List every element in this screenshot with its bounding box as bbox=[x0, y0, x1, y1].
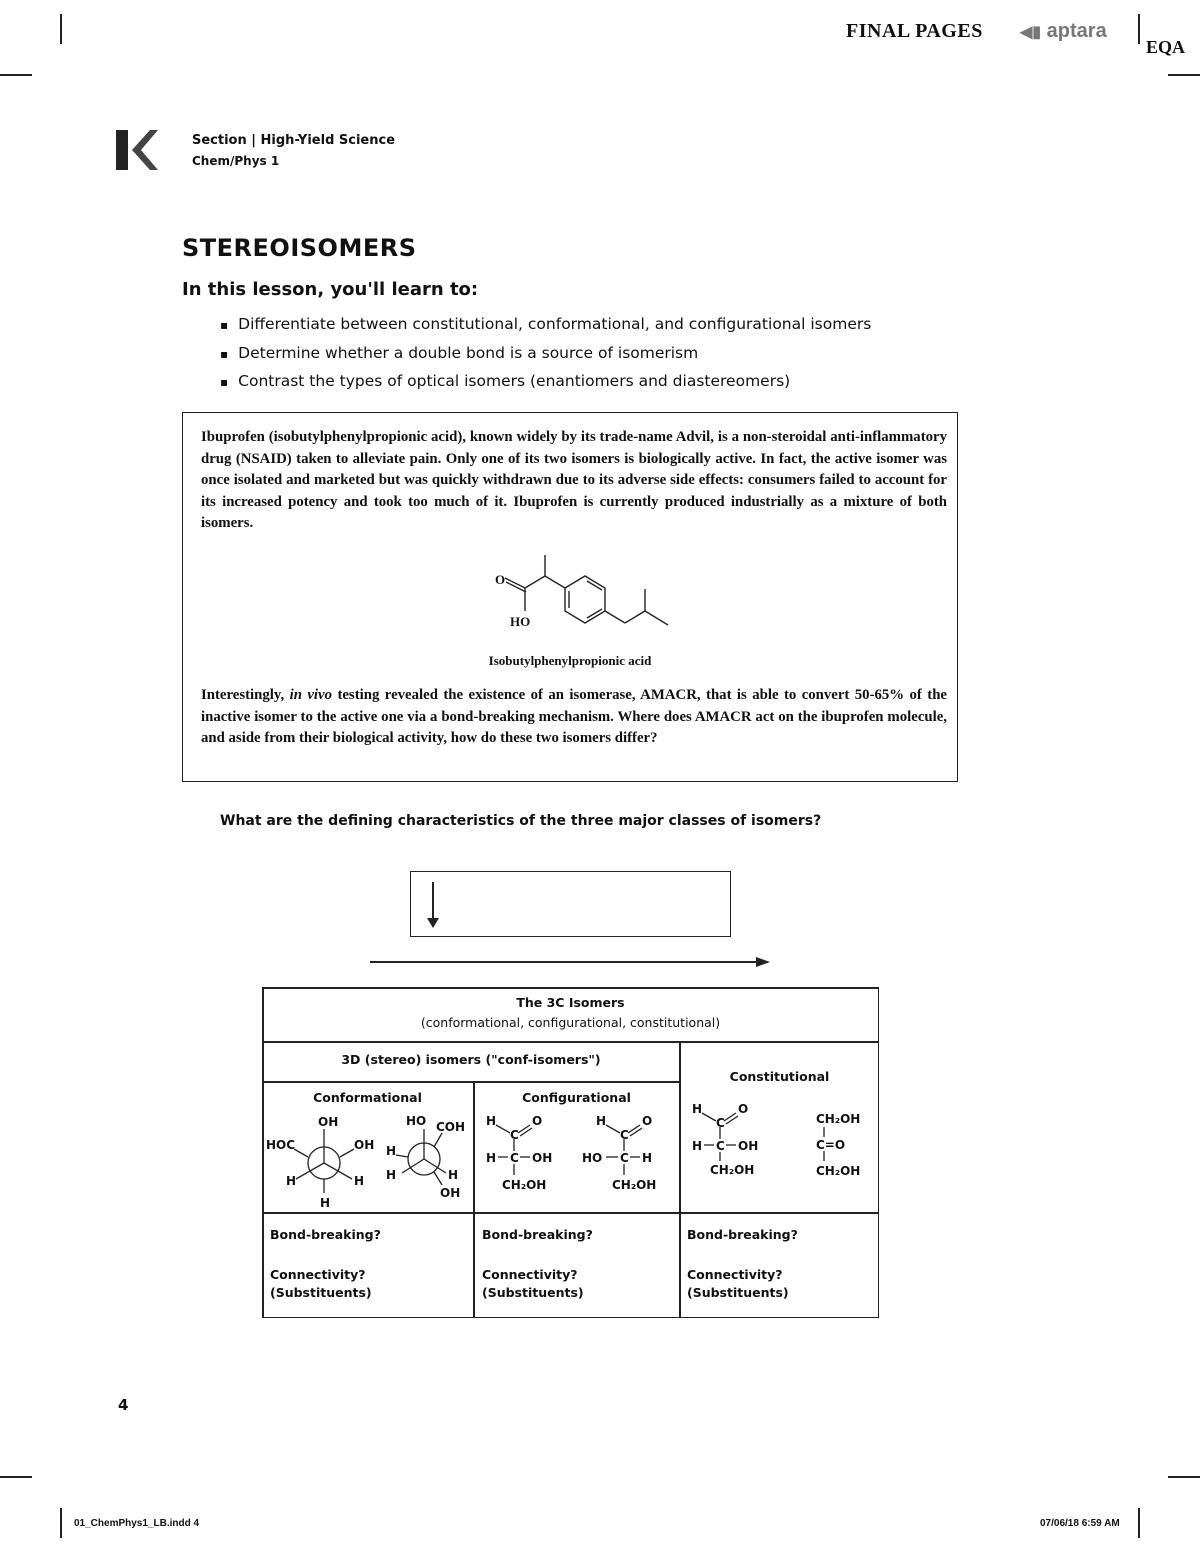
footer-file: 01_ChemPhys1_LB.indd 4 bbox=[74, 1518, 200, 1529]
dihydroxyacetone-top: CH₂OH bbox=[816, 1112, 861, 1126]
glyceraldehyde-center: C bbox=[716, 1139, 725, 1153]
section-label: Section | High-Yield Science bbox=[192, 133, 396, 148]
crop-mark bbox=[0, 74, 32, 76]
fischer-1-carbonyl-c: C bbox=[510, 1128, 519, 1142]
intro-box bbox=[182, 412, 958, 782]
newman-1-left: HOC bbox=[266, 1138, 296, 1152]
aptara-logo bbox=[1020, 20, 1107, 43]
intro-paragraph-2 bbox=[201, 685, 947, 750]
newman-2-left-lower: H bbox=[386, 1168, 397, 1182]
fischer-1-aldehyde-h: H bbox=[486, 1114, 497, 1128]
dihydroxyacetone-structure bbox=[810, 1107, 876, 1187]
intro-paragraph: Ibuprofen (isobutylphenylpropionic acid), known widely by its trade-name Advil, is a non-steroidal anti-inflammatory drug (NSAID) taken to alleviate pain. Only one of its two isomers is biologically active. In fact, the active isomer was once isolated and marketed but was quickly withdrawn due to its adverse side effects: consumers failed to account for its increased potency and took too much of it. Ibuprofen is currently produced industrially as a mixture of both isomers. bbox=[201, 429, 947, 532]
ibuprofen-structure bbox=[463, 553, 683, 653]
subsection-label: Chem/Phys 1 bbox=[192, 154, 280, 168]
conformational-bond-breaking: Bond-breaking? bbox=[270, 1227, 381, 1242]
fischer-projection-2 bbox=[580, 1109, 676, 1199]
newman-projection-staggered bbox=[266, 1107, 374, 1211]
crop-mark bbox=[1138, 14, 1140, 44]
right-arrow-icon bbox=[370, 953, 772, 971]
fischer-2-right: H bbox=[642, 1151, 653, 1165]
table-subtitle: (conformational, configurational, constitutional) bbox=[420, 1015, 721, 1030]
newman-2-top-left: HO bbox=[406, 1114, 427, 1128]
isomer-table bbox=[262, 987, 879, 1318]
crop-mark bbox=[1168, 74, 1200, 76]
configurational-substituents: (Substituents) bbox=[482, 1285, 584, 1300]
molecule-caption: Isobutylphenylpropionic acid bbox=[488, 653, 652, 668]
dihydroxyacetone-bottom: CH₂OH bbox=[816, 1164, 861, 1178]
table-title: The 3C Isomers bbox=[516, 995, 625, 1010]
crop-mark bbox=[0, 1476, 32, 1478]
configurational-header: Configurational bbox=[522, 1090, 631, 1105]
fischer-2-left: HO bbox=[582, 1151, 603, 1165]
newman-2-lower-right: H bbox=[448, 1168, 459, 1182]
newman-projection-eclipsed bbox=[372, 1107, 472, 1211]
configurational-connectivity: Connectivity? bbox=[482, 1267, 578, 1282]
newman-2-left-upper: H bbox=[386, 1144, 397, 1158]
fischer-projection-1 bbox=[484, 1109, 574, 1199]
glyceraldehyde-aldehyde-h: H bbox=[692, 1102, 703, 1116]
newman-1-lower-right: H bbox=[354, 1174, 365, 1188]
objective-item: ▪ Contrast the types of optical isomers (enantiomers and diastereomers) bbox=[220, 371, 871, 400]
page-number: 4 bbox=[118, 1396, 129, 1414]
crop-mark bbox=[60, 1508, 62, 1538]
glyceraldehyde-bottom: CH₂OH bbox=[710, 1163, 755, 1177]
lesson-title: STEREOISOMERS bbox=[182, 234, 417, 262]
learn-heading: In this lesson, you'll learn to: bbox=[182, 279, 479, 300]
paragraph-text: Interestingly, bbox=[201, 687, 290, 703]
newman-1-lower-left: H bbox=[286, 1174, 297, 1188]
in-vivo-term: in vivo bbox=[289, 687, 333, 703]
fischer-2-carbonyl-c: C bbox=[620, 1128, 629, 1142]
newman-2-bottom-right: OH bbox=[440, 1186, 461, 1200]
fischer-1-left: H bbox=[486, 1151, 497, 1165]
aptara-logo-text: aptara bbox=[1046, 20, 1107, 42]
fischer-2-center: C bbox=[620, 1151, 629, 1165]
fischer-1-aldehyde-o: O bbox=[532, 1114, 543, 1128]
configurational-bond-breaking: Bond-breaking? bbox=[482, 1227, 593, 1242]
crop-mark bbox=[1168, 1476, 1200, 1478]
glyceraldehyde-right: OH bbox=[738, 1139, 759, 1153]
stereo-isomers-header: 3D (stereo) isomers ("conf-isomers") bbox=[341, 1052, 601, 1067]
newman-1-top: OH bbox=[318, 1115, 339, 1129]
k-logo-icon bbox=[114, 128, 158, 172]
fischer-2-bottom: CH₂OH bbox=[612, 1178, 657, 1192]
answer-box[interactable] bbox=[410, 871, 731, 937]
newman-2-top-right: COH bbox=[436, 1120, 466, 1134]
molecule-hydroxyl-label: HO bbox=[510, 614, 531, 629]
eqa-label: EQA bbox=[1146, 37, 1186, 57]
newman-1-bottom: H bbox=[320, 1196, 331, 1210]
paragraph-text: testing revealed the existence of an isomerase, AMACR, that is able to convert 50-65% of the inactive isomer to the active one via a bond-breaking mechanism. Where does AMACR act on the ibuprofen molecule, and aside from their biological activity, how do these two isomers differ? bbox=[201, 687, 948, 747]
guiding-question: What are the defining characteristics of the three major classes of isomers? bbox=[220, 813, 822, 829]
crop-mark bbox=[60, 14, 62, 44]
footer-timestamp: 07/06/18 6:59 AM bbox=[1040, 1518, 1120, 1529]
constitutional-header: Constitutional bbox=[729, 1069, 830, 1084]
fischer-1-bottom: CH₂OH bbox=[502, 1178, 547, 1192]
down-arrow-icon bbox=[423, 880, 443, 930]
glyceraldehyde-aldehyde-o: O bbox=[738, 1102, 749, 1116]
constitutional-bond-breaking: Bond-breaking? bbox=[687, 1227, 798, 1242]
glyceraldehyde-carbonyl-c: C bbox=[716, 1116, 725, 1130]
glyceraldehyde-left: H bbox=[692, 1139, 703, 1153]
newman-1-right: OH bbox=[354, 1138, 374, 1152]
objective-item: ▪ Differentiate between constitutional, conformational, and configurational isomers bbox=[220, 314, 871, 343]
crop-mark bbox=[1138, 1508, 1140, 1538]
glyceraldehyde-structure bbox=[690, 1097, 790, 1187]
conformational-header: Conformational bbox=[313, 1090, 422, 1105]
conformational-substituents: (Substituents) bbox=[270, 1285, 372, 1300]
dihydroxyacetone-middle: C=O bbox=[816, 1138, 846, 1152]
objectives-list bbox=[220, 314, 871, 400]
fischer-2-aldehyde-o: O bbox=[642, 1114, 653, 1128]
fischer-1-right: OH bbox=[532, 1151, 553, 1165]
aptara-logo-icon: ◀▮ bbox=[1020, 24, 1042, 41]
fischer-2-aldehyde-h: H bbox=[596, 1114, 607, 1128]
constitutional-substituents: (Substituents) bbox=[687, 1285, 789, 1300]
fischer-1-center: C bbox=[510, 1151, 519, 1165]
constitutional-connectivity: Connectivity? bbox=[687, 1267, 783, 1282]
molecule-carbonyl-label: O bbox=[495, 572, 506, 587]
objective-item: ▪ Determine whether a double bond is a source of isomerism bbox=[220, 343, 871, 372]
final-pages-label: FINAL PAGES bbox=[846, 20, 983, 42]
conformational-connectivity: Connectivity? bbox=[270, 1267, 366, 1282]
